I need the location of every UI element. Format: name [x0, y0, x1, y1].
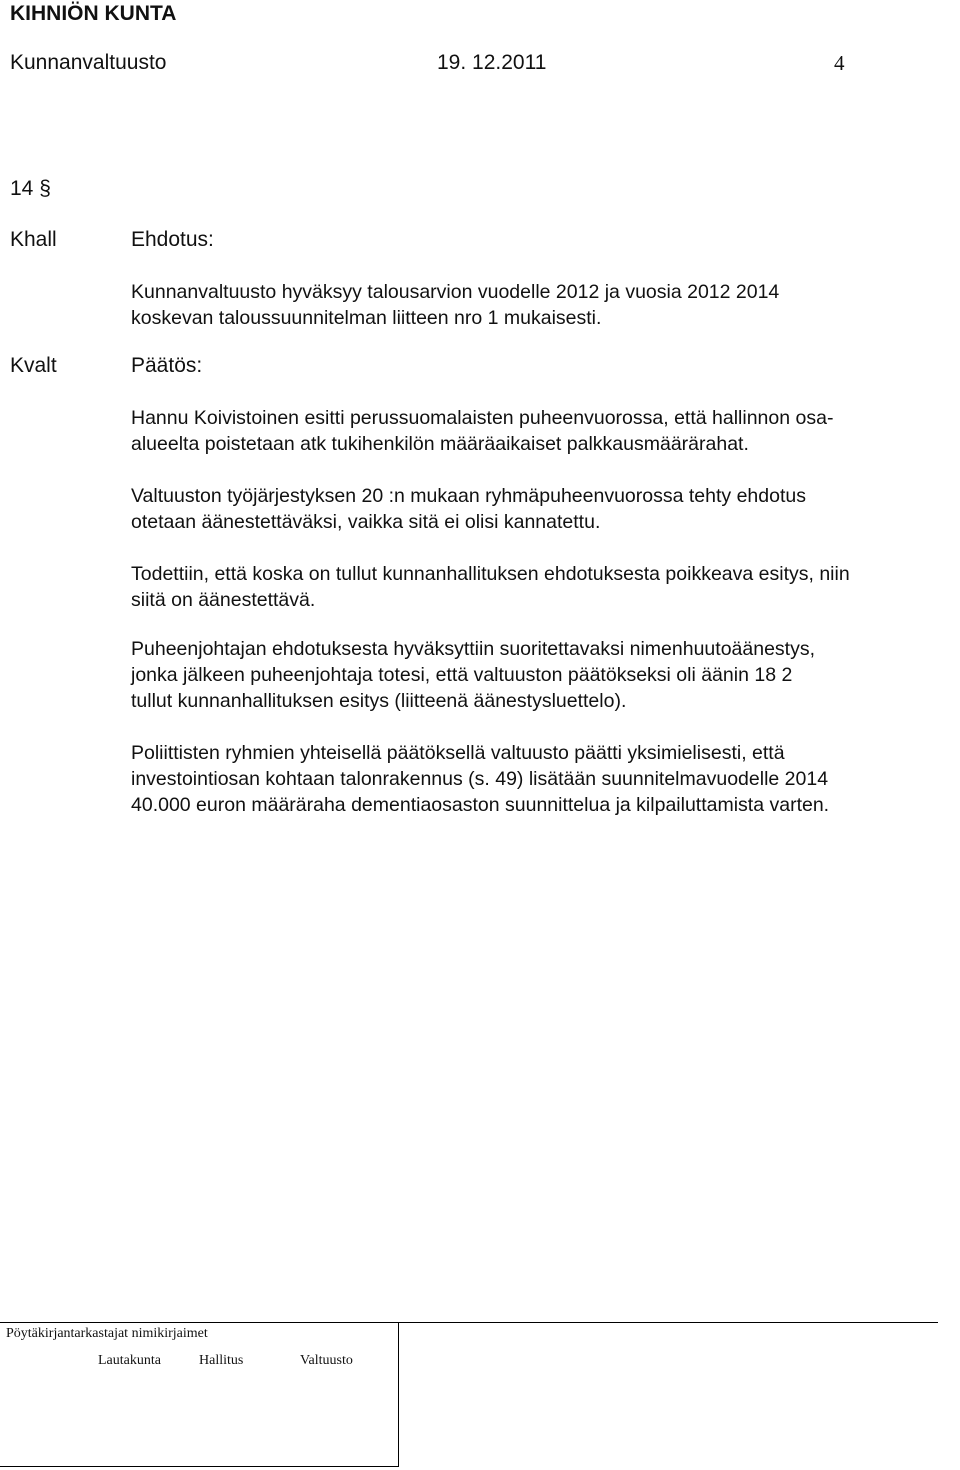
kvalt-heading: Päätös: [131, 354, 203, 377]
khall-heading: Ehdotus: [131, 228, 214, 251]
khall-proposal-text: Kunnanvaltuusto hyväksyy talousarvion vuodelle 2012 ja vuosia 2012 2014 koskevan taloussuunnitelman liitteen nro 1 mukaisesti. [131, 281, 780, 329]
decision-paragraph: Hannu Koivistoinen esitti perussuomalaisten puheenvuorossa, että hallinnon osa- alueelta poistetaan atk tukihenkilön määräaikaiset palkkausmäärärahat. [131, 407, 834, 455]
decision-paragraph: Valtuuston työjärjestyksen 20 :n mukaan ryhmäpuheenvuorossa tehty ehdotus otetaan äänestettäväksi, vaikka sitä ei olisi kannatettu. [131, 485, 806, 533]
initials-box [0, 1322, 399, 1467]
initials-column-valtuusto: Valtuusto [300, 1353, 353, 1368]
initials-column-hallitus: Hallitus [199, 1353, 244, 1368]
decision-paragraph: Todettiin, että koska on tullut kunnanhallituksen ehdotuksesta poikkeava esitys, niin siitä on äänestettävä. [131, 563, 850, 611]
page-number: 4 [834, 51, 845, 75]
decision-paragraph: Puheenjohtajan ehdotuksesta hyväksyttiin suoritettavaksi nimenhuutoäänestys, jonka jälkeen puheenjohtaja totesi, että valtuuston päätökseksi oli äänin 18 2 tullut kunnanhallituksen esitys (liitteenä äänestysluettelo). [131, 638, 816, 712]
section-number: 14 § [10, 177, 51, 200]
initials-column-lautakunta: Lautakunta [98, 1353, 161, 1368]
khall-label: Khall [10, 228, 57, 251]
kvalt-label: Kvalt [10, 354, 57, 377]
organization-name: KIHNIÖN KUNTA [10, 2, 177, 25]
meeting-body: Kunnanvaltuusto [10, 51, 167, 74]
decision-paragraph: Poliittisten ryhmien yhteisellä päätöksellä valtuusto päätti yksimielisesti, että investointiosan kohtaan talonrakennus (s. 49) lisätään suunnitelmavuodelle 2014 40.000 euron määräraha dementiaosaston suunnittelua ja kilpailuttamista varten. [131, 742, 830, 816]
initials-title: Pöytäkirjantarkastajat nimikirjaimet [6, 1326, 208, 1341]
meeting-date: 19. 12.2011 [437, 51, 547, 74]
